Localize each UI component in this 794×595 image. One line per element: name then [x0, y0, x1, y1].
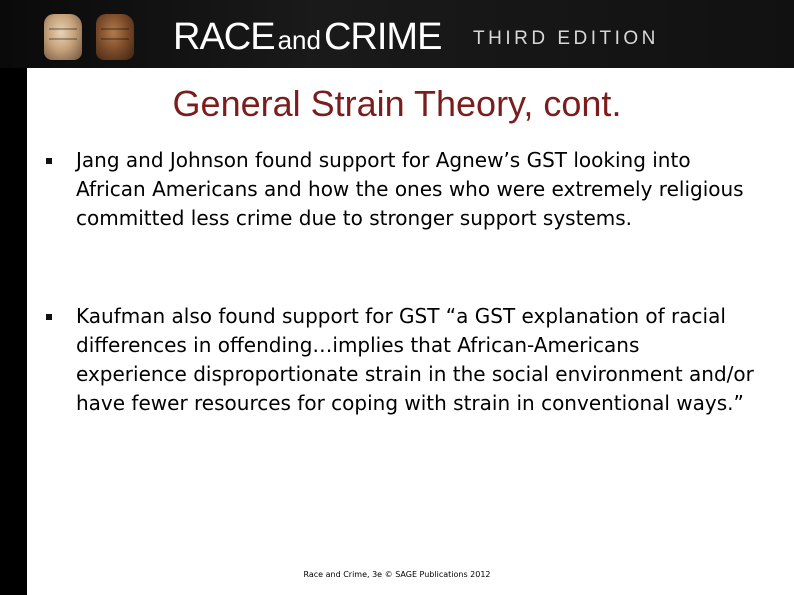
slide-title: General Strain Theory, cont. — [172, 83, 622, 124]
slide-footer: Race and Crime, 3e © SAGE Publications 2012 — [303, 570, 491, 579]
fist-knuckle-line — [49, 28, 77, 30]
edition-label: THIRD EDITION — [473, 28, 659, 49]
fist-knuckle-line — [49, 38, 77, 40]
square-bullet-icon — [46, 158, 52, 164]
brand-race: RACE — [173, 16, 275, 58]
fist-knuckle-line — [101, 28, 129, 30]
bullet-text: Kaufman also found support for GST “a GST explanation of racial differences in offending…implies that African-Americans experience disproportionate strain in the social environment and/or have fewer resources for coping with strain in conventional ways.” — [76, 304, 754, 415]
bullet-text: Jang and Johnson found support for Agnew’s GST looking into African Americans and how the ones who were extremely religious committed less crime due to stronger support systems. — [76, 148, 744, 230]
square-bullet-icon — [46, 314, 52, 320]
brand-crime: CRIME — [323, 16, 442, 58]
dark-fist-icon — [96, 14, 134, 60]
brand-and: and — [277, 25, 321, 55]
book-title-logo — [173, 16, 441, 58]
header-banner — [0, 0, 794, 68]
fist-knuckle-line — [101, 38, 129, 40]
slide-body — [27, 68, 794, 595]
light-fist-icon — [44, 14, 82, 60]
